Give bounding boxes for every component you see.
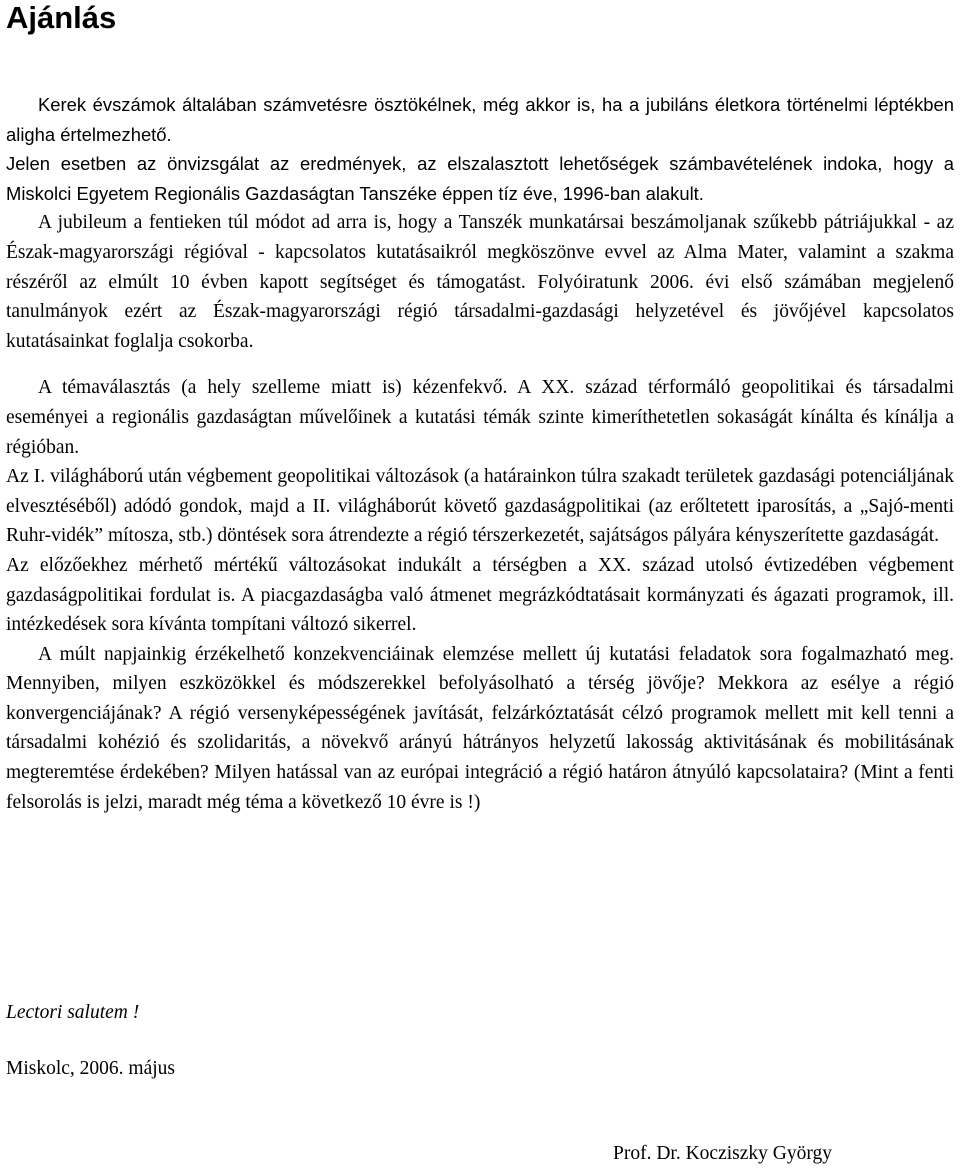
page-title: Ajánlás [6,0,117,35]
paragraph-1: Kerek évszámok általában számvetésre ösztökélnek, még akkor is, ha a jubiláns életkora történelmi léptékben aligha értelmezhető. [6,94,954,145]
paragraph-spacer [6,356,954,373]
paragraph-3: A jubileum a fentieken túl módot ad arra is, hogy a Tanszék munkatársai beszámoljanak szűkebb pátriájukkal - az Észak-magyarországi régióval - kapcsolatos kutatásaikról megköszönve evvel az Alma Mater, valamint a szakma részéről az elmúlt 10 évben kapott segítséget és támogatást. Folyóiratunk 2006. évi első számában megjelenő tanulmányok ezért az Észak-magyarországi régió társadalmi-gazdasági helyzetével és jövőjével kapcsolatos kutatásainkat foglalja csokorba. [6,212,954,352]
salutation: Lectori salutem ! [6,1002,140,1023]
document-body [6,90,954,817]
paragraph-2: Jelen esetben az önvizsgálat az eredmények, az elszalasztott lehetőségek számbavételének indoka, hogy a Miskolci Egyetem Regionális Gazdaságtan Tanszéke éppen tíz éve, 1996-ban alakult. [6,153,954,204]
paragraph-4: A témaválasztás (a hely szelleme miatt is) kézenfekvő. A XX. század térformáló geopolitikai és társadalmi eseményei a regionális gazdaságtan művelőinek a kutatási témák szinte kimeríthetetlen sokaságát kínálta és kínálja a régióban. [6,377,954,458]
paragraph-5: Az I. világháború után végbement geopolitikai változások (a határainkon túlra szakadt területek gazdasági potenciáljának elvesztéséből) adódó gondok, majd a II. világháborút követő gazdaságpolitikai (az erőltetett iparosítás, a „Sajó-menti Ruhr-vidék” mítosza, stb.) döntések sora átrendezte a régió térszerkezetét, sajátságos pályára kényszerítette gazdaságát. [6,466,954,547]
place-date: Miskolc, 2006. május [6,1058,175,1079]
paragraph-7: A múlt napjainkig érzékelhető konzekvenciáinak elemzése mellett új kutatási feladatok sora fogalmazható meg. Mennyiben, milyen eszközökkel és módszerekkel befolyásolható a térség jövője? Mekkora az esélye a régió konvergenciájának? A régió versenyképességének javítását, felzárkóztatását célzó programok mellett mit kell tenni a társadalmi kohézió és szolidaritás, a növekvő arányú hátrányos helyzetű lakosság aktivitásának és mobilitásának megteremtése érdekében? Milyen hatással van az európai integráció a régió határon átnyúló kapcsolataira? (Mint a fenti felsorolás is jelzi, maradt még téma a következő 10 évre is !) [6,643,954,813]
paragraph-6: Az előzőekhez mérhető mértékű változásokat indukált a térségben a XX. század utolsó évtizedében végbement gazdaságpolitikai fordulat is. A piacgazdaságba való átmenet megrázkódtatásait kormányzati és ágazati programok, ill. intézkedések sora kívánta tompítani változó sikerrel. [6,554,954,636]
signature: Prof. Dr. Kocziszky György [613,1143,832,1164]
